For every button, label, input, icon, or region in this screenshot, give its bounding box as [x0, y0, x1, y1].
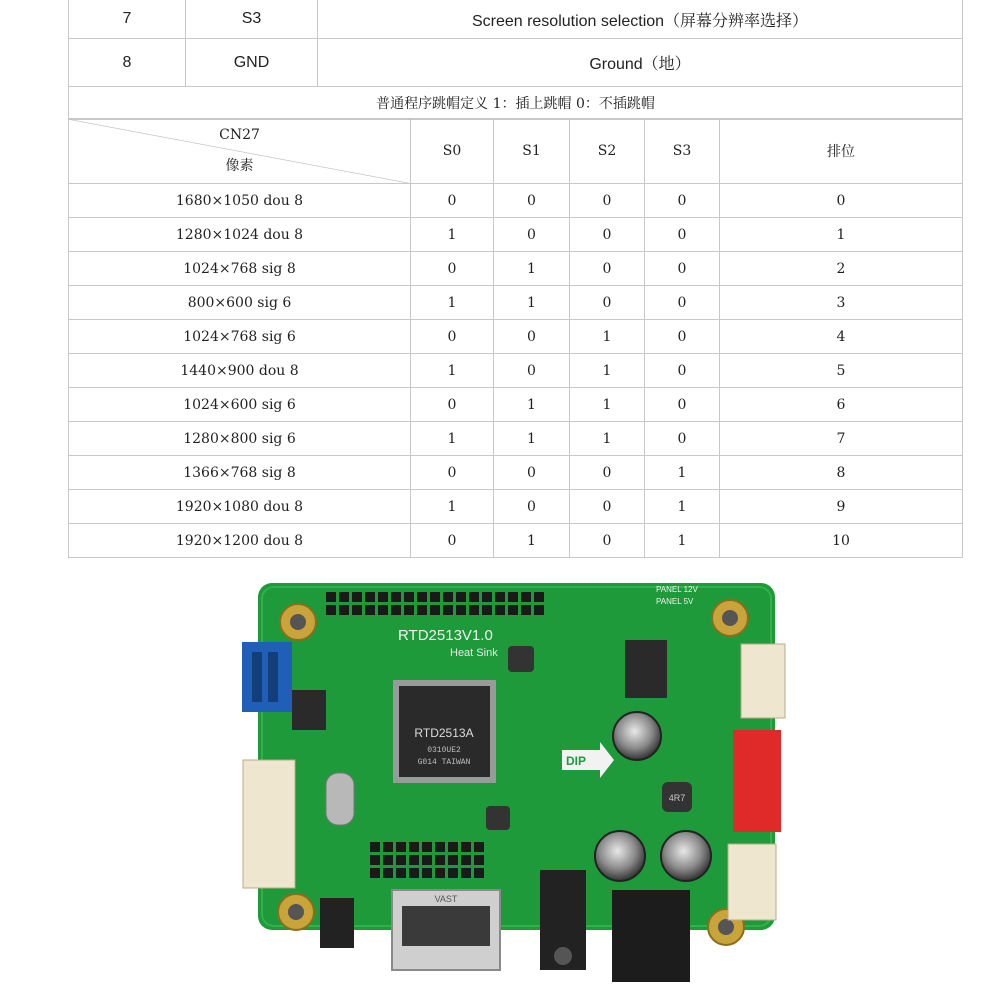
header-pin	[461, 868, 471, 878]
position-cell: 2	[720, 252, 963, 286]
board-model-label: RTD2513V1.0	[398, 627, 493, 644]
header-pin	[508, 592, 518, 602]
pin-number: 7	[69, 0, 186, 39]
s2-cell: 0	[570, 524, 645, 558]
s0-cell: 0	[411, 388, 494, 422]
header-pin	[508, 605, 518, 615]
main-chip	[393, 680, 496, 783]
header-pin	[482, 605, 492, 615]
header-pin	[482, 592, 492, 602]
position-cell: 0	[720, 184, 963, 218]
header-pin	[448, 855, 458, 865]
header-pin	[396, 842, 406, 852]
header-pin	[404, 592, 414, 602]
header-pin	[430, 605, 440, 615]
header-pin	[383, 868, 393, 878]
pin-name: GND	[186, 39, 318, 87]
resolution-cell: 1920×1080 dou 8	[69, 490, 411, 524]
s1-cell: 0	[494, 354, 570, 388]
header-pin	[383, 842, 393, 852]
position-cell: 1	[720, 218, 963, 252]
header-pin	[456, 592, 466, 602]
s0-cell: 0	[411, 252, 494, 286]
eeprom-ic	[292, 690, 326, 730]
resolution-cell: 1280×1024 dou 8	[69, 218, 411, 252]
controller-board-photo	[0, 560, 1000, 1000]
pin-description: Ground（地）	[318, 39, 963, 87]
s0-cell: 0	[411, 524, 494, 558]
position-cell: 7	[720, 422, 963, 456]
s3-cell: 0	[645, 422, 720, 456]
corner-bottom-label: 像素	[225, 158, 254, 174]
header-pin	[370, 868, 380, 878]
header-pin	[352, 592, 362, 602]
position-cell: 5	[720, 354, 963, 388]
header-pin	[456, 605, 466, 615]
s1-cell: 1	[494, 524, 570, 558]
header-pin	[474, 868, 484, 878]
s2-cell: 0	[570, 456, 645, 490]
header-pin	[365, 592, 375, 602]
position-cell: 10	[720, 524, 963, 558]
resolution-table	[68, 118, 963, 558]
s0-cell: 0	[411, 320, 494, 354]
resolution-cell: 1680×1050 dou 8	[69, 184, 411, 218]
position-cell: 8	[720, 456, 963, 490]
pin-description: Screen resolution selection（屏幕分辨率选择）	[318, 0, 963, 39]
s2-cell: 0	[570, 490, 645, 524]
header-pin	[326, 605, 336, 615]
crystal-oscillator	[326, 773, 354, 825]
header-pin	[534, 605, 544, 615]
table-row	[69, 218, 963, 252]
s3-cell: 0	[645, 252, 720, 286]
s3-cell: 0	[645, 184, 720, 218]
table-row	[69, 0, 963, 39]
table-row	[69, 252, 963, 286]
header-pin	[352, 605, 362, 615]
s0-cell: 1	[411, 218, 494, 252]
header-pin	[378, 592, 388, 602]
s1-cell: 0	[494, 320, 570, 354]
table-row	[69, 354, 963, 388]
header-pin	[443, 605, 453, 615]
header-pin	[461, 855, 471, 865]
header-pin	[378, 605, 388, 615]
table-row	[69, 456, 963, 490]
table-row	[69, 184, 963, 218]
header-pin	[435, 842, 445, 852]
chip-code: 0310UE2	[427, 746, 461, 755]
s2-cell: 1	[570, 388, 645, 422]
table-row	[69, 490, 963, 524]
resolution-cell: 1920×1200 dou 8	[69, 524, 411, 558]
note-row	[69, 87, 963, 120]
header-pin	[339, 605, 349, 615]
resolution-cell: 1024×600 sig 6	[69, 388, 411, 422]
table-row	[69, 320, 963, 354]
header-pin	[448, 842, 458, 852]
s0-cell: 0	[411, 184, 494, 218]
header-pin	[326, 592, 336, 602]
position-cell: 9	[720, 490, 963, 524]
header-pin	[339, 592, 349, 602]
hdmi-label: VAST	[434, 894, 458, 904]
panel-12v-label: PANEL 12V	[656, 585, 698, 594]
table-header-row	[69, 119, 963, 184]
hdmi-port	[392, 890, 500, 970]
resolution-cell: 1440×900 dou 8	[69, 354, 411, 388]
s3-cell: 1	[645, 456, 720, 490]
header-pin	[443, 592, 453, 602]
s2-cell: 1	[570, 354, 645, 388]
s0-cell: 1	[411, 490, 494, 524]
s0-cell: 1	[411, 422, 494, 456]
header-pin	[521, 605, 531, 615]
position-cell: 4	[720, 320, 963, 354]
corner-top-label: CN27	[219, 127, 260, 143]
header-pin	[435, 855, 445, 865]
s1-cell: 1	[494, 422, 570, 456]
s3-cell: 0	[645, 388, 720, 422]
header-pin	[469, 592, 479, 602]
header-pin	[495, 605, 505, 615]
header-pin	[495, 592, 505, 602]
header-pin	[469, 605, 479, 615]
connector-white-top	[741, 644, 785, 718]
lower-pin-header	[370, 842, 484, 878]
header-pin	[448, 868, 458, 878]
header-pin	[474, 842, 484, 852]
header-pin	[409, 868, 419, 878]
header-pin	[417, 592, 427, 602]
s3-cell: 0	[645, 354, 720, 388]
resolution-cell: 800×600 sig 6	[69, 286, 411, 320]
s0-cell: 1	[411, 354, 494, 388]
header-pin	[422, 842, 432, 852]
column-header: S2	[570, 119, 645, 184]
header-pin	[417, 605, 427, 615]
column-header: S0	[411, 119, 494, 184]
s2-cell: 1	[570, 320, 645, 354]
jumper-note: 普通程序跳帽定义 1：插上跳帽 0：不插跳帽	[69, 87, 963, 120]
s3-cell: 0	[645, 320, 720, 354]
power-connector-red	[733, 730, 781, 832]
header-pin	[409, 842, 419, 852]
s2-cell: 0	[570, 184, 645, 218]
resolution-cell: 1024×768 sig 8	[69, 252, 411, 286]
s0-cell: 1	[411, 286, 494, 320]
jumper-header	[320, 898, 354, 948]
s1-cell: 1	[494, 252, 570, 286]
inductor-label: 4R7	[668, 793, 686, 803]
header-pin	[409, 855, 419, 865]
key-connector	[242, 642, 292, 712]
header-pin	[534, 592, 544, 602]
header-pin	[370, 842, 380, 852]
chip-label: RTD2513A	[414, 726, 474, 740]
header-pin	[430, 592, 440, 602]
chip-origin: G014 TAIWAN	[417, 758, 471, 767]
header-pin	[370, 855, 380, 865]
s0-cell: 0	[411, 456, 494, 490]
dip-label: DIP	[566, 754, 587, 768]
table-row	[69, 286, 963, 320]
s2-cell: 1	[570, 422, 645, 456]
table-row	[69, 524, 963, 558]
header-pin	[396, 855, 406, 865]
panel-5v-label: PANEL 5V	[656, 597, 694, 606]
pin-definition-table	[68, 0, 963, 120]
s1-cell: 1	[494, 388, 570, 422]
s1-cell: 0	[494, 218, 570, 252]
header-pin	[461, 842, 471, 852]
column-header: 排位	[720, 119, 963, 184]
power-ic	[625, 640, 667, 698]
s2-cell: 0	[570, 252, 645, 286]
header-pin	[404, 605, 414, 615]
resolution-cell: 1024×768 sig 6	[69, 320, 411, 354]
dc-power-jack	[612, 890, 690, 982]
header-pin	[422, 868, 432, 878]
s1-cell: 0	[494, 184, 570, 218]
column-header: S3	[645, 119, 720, 184]
s1-cell: 1	[494, 286, 570, 320]
header-pin	[396, 868, 406, 878]
resolution-cell: 1366×768 sig 8	[69, 456, 411, 490]
connector-white-bottom	[728, 844, 776, 920]
s3-cell: 0	[645, 286, 720, 320]
s3-cell: 1	[645, 524, 720, 558]
table-row	[69, 422, 963, 456]
corner-header	[69, 119, 411, 184]
pin-number: 8	[69, 39, 186, 87]
header-pin	[422, 855, 432, 865]
position-cell: 6	[720, 388, 963, 422]
header-pin	[365, 605, 375, 615]
header-pin	[435, 868, 445, 878]
header-pin	[474, 855, 484, 865]
resolution-cell: 1280×800 sig 6	[69, 422, 411, 456]
cn9-connector	[243, 760, 295, 888]
s3-cell: 1	[645, 490, 720, 524]
table-row	[69, 388, 963, 422]
pin-name: S3	[186, 0, 318, 39]
s1-cell: 0	[494, 456, 570, 490]
s1-cell: 0	[494, 490, 570, 524]
header-pin	[383, 855, 393, 865]
s2-cell: 0	[570, 218, 645, 252]
header-pin	[521, 592, 531, 602]
column-header: S1	[494, 119, 570, 184]
heat-sink-label: Heat Sink	[450, 647, 498, 659]
table-row	[69, 39, 963, 87]
header-pin	[391, 592, 401, 602]
header-pin	[391, 605, 401, 615]
s2-cell: 0	[570, 286, 645, 320]
position-cell: 3	[720, 286, 963, 320]
s3-cell: 0	[645, 218, 720, 252]
